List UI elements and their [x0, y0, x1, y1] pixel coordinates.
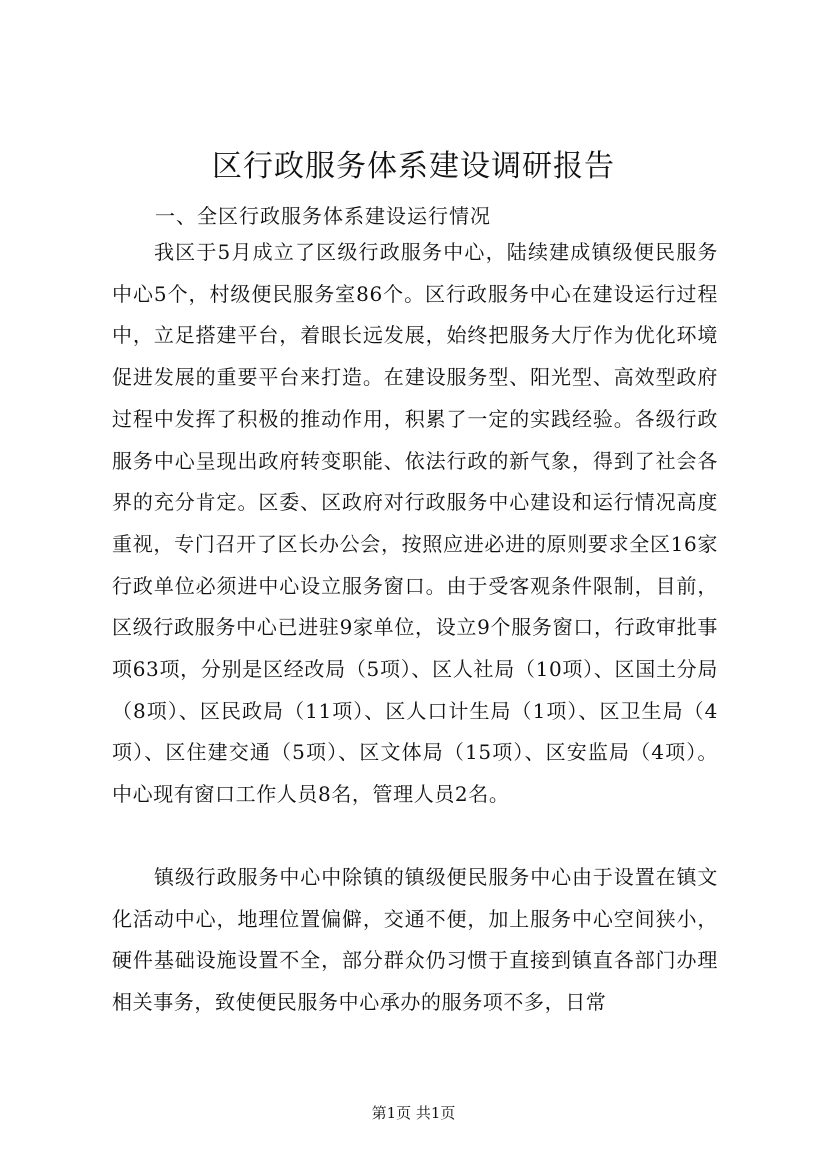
page-number-footer: 第1页 共1页 [371, 1104, 456, 1122]
body-paragraph-2: 镇级行政服务中心中除镇的镇级便民服务中心由于设置在镇文化活动中心，地理位置偏僻，交通不便，加上服务中心空间狭小，硬件基础设施设置不全，部分群众仍习惯于直接到镇直各部门办理相关事务，致使便民服务中心承办的服务项不多，日常 [112, 865, 718, 1015]
section-heading: 一、全区行政服务体系建设运行情况 [155, 204, 491, 228]
body-paragraph-1: 我区于5月成立了区级行政服务中心，陆续建成镇级便民服务中心5个，村级便民服务室86个。区行政服务中心在建设运行过程中，立足搭建平台，着眼长远发展，始终把服务大厅作为优化环境促进发展的重要平台来打造。在建设服务型、阳光型、高效型政府过程中发挥了积极的推动作用，积累了一定的实践经验。各级行政服务中心呈现出政府转变职能、依法行政的新气象，得到了社会各界的充分肯定。区委、区政府对行政服务中心建设和运行情况高度重视，专门召开了区长办公会，按照应进必进的原则要求全区16家行政单位必须进中心设立服务窗口。由于受客观条件限制，目前，区级行政服务中心已进驻9家单位，设立9个服务窗口，行政审批事项63项，分别是区经改局（5项）、区人社局（10项）、区国土分局（8项）、区民政局（11项）、区人口计生局（1项）、区卫生局（4项）、区住建交通（5项）、区文体局（15项）、区安监局（4项）。中心现有窗口工作人员8名，管理人员2名。 [112, 240, 718, 807]
document-title: 区行政服务体系建设调研报告 [212, 149, 615, 184]
